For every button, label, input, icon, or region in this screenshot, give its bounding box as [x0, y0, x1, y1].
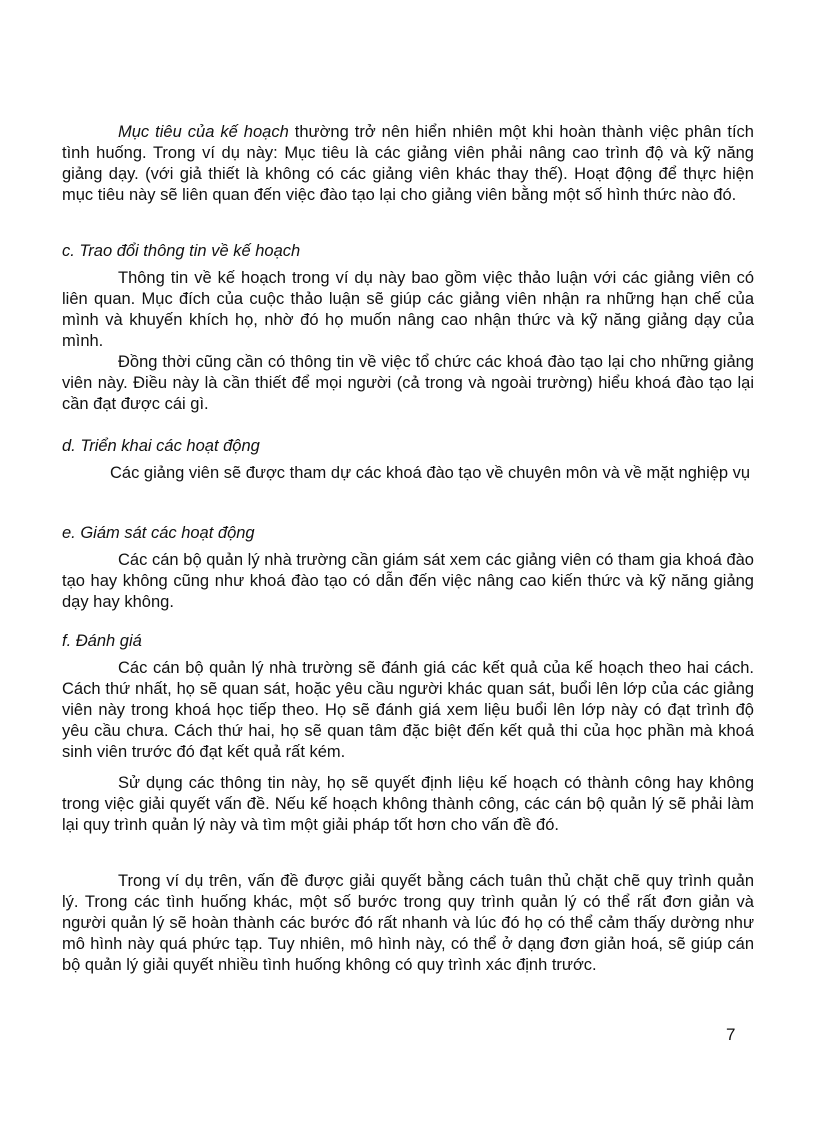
- paragraph-d: Các giảng viên sẽ được tham dự các khoá đào tạo về chuyên môn và về mặt nghiệp vụ: [110, 464, 751, 482]
- paragraph-objective-lead: Mục tiêu của kế hoạch: [118, 123, 289, 141]
- paragraph-e: Các cán bộ quản lý nhà trường cần giám sát xem các giảng viên có tham gia khoá đào tạo hay không cũng như khoá đào tạo có dẫn đến việc nâng cao kiến thức và kỹ năng giảng dạy hay không.: [62, 551, 754, 611]
- paragraph-f-3: Trong ví dụ trên, vấn đề được giải quyết bằng cách tuân thủ chặt chẽ quy trình quản lý. Trong các tình huống khác, một số bước trong quy trình quản lý có thể rất đơn giản và người quản lý sẽ hoàn thành các bước đó rất nhanh và lúc đó họ có thể cảm thấy dường như mô hình này quá phức tạp. Tuy nhiên, mô hình này, có thể ở dạng đơn giản hoá, sẽ giúp cán bộ quản lý giải quyết nhiều tình huống không có quy trình xác định trước.: [62, 872, 754, 974]
- paragraph-c-2: Đồng thời cũng cần có thông tin về việc tổ chức các khoá đào tạo lại cho những giảng viên này. Điều này là cần thiết để mọi người (cả trong và ngoài trường) hiểu khoá đào tạo lại cần đạt được cái gì.: [62, 353, 754, 413]
- heading-f: f. Đánh giá: [62, 632, 142, 650]
- paragraph-objective-text: thường trở nên hiển nhiên một khi hoàn thành việc phân tích tình huống. Trong ví dụ này: Mục tiêu là các giảng viên phải nâng cao trình độ và kỹ năng giảng dạy. (với giả thiết là không có các giảng viên khác thay thế). Hoạt động để thực hiện mục tiêu này sẽ liên quan đến việc đào tạo lại cho giảng viên bằng một số hình thức nào đó.: [62, 123, 754, 204]
- paragraph-objective: [62, 122, 754, 206]
- heading-d: d. Triển khai các hoạt động: [62, 437, 260, 455]
- heading-e: e. Giám sát các hoạt động: [62, 524, 255, 542]
- paragraph-f-1: Các cán bộ quản lý nhà trường sẽ đánh giá các kết quả của kế hoạch theo hai cách. Cách thứ nhất, họ sẽ quan sát, hoặc yêu cầu người khác quan sát, buổi lên lớp của các giảng viên này trong khoá học tiếp theo. Họ sẽ đánh giá xem liệu buổi lên lớp này có đạt trình độ yêu cầu chưa. Cách thứ hai, họ sẽ quan tâm đặc biệt đến kết quả thi của học phần mà khoá sinh viên trước đó đạt kết quả rất kém.: [62, 659, 754, 761]
- paragraph-c-1: Thông tin về kế hoạch trong ví dụ này bao gồm việc thảo luận với các giảng viên có liên quan. Mục đích của cuộc thảo luận sẽ giúp các giảng viên nhận ra những hạn chế của mình và khuyến khích họ, nhờ đó họ muốn nâng cao nhận thức và kỹ năng giảng dạy của mình.: [62, 269, 754, 350]
- paragraph-f-2: Sử dụng các thông tin này, họ sẽ quyết định liệu kế hoạch có thành công hay không trong việc giải quyết vấn đề. Nếu kế hoạch không thành công, các cán bộ quản lý sẽ phải làm lại quy trình quản lý này và tìm một giải pháp tốt hơn cho vấn đề đó.: [62, 774, 754, 834]
- heading-c: c. Trao đổi thông tin về kế hoạch: [62, 242, 301, 260]
- page-number: 7: [726, 1025, 736, 1044]
